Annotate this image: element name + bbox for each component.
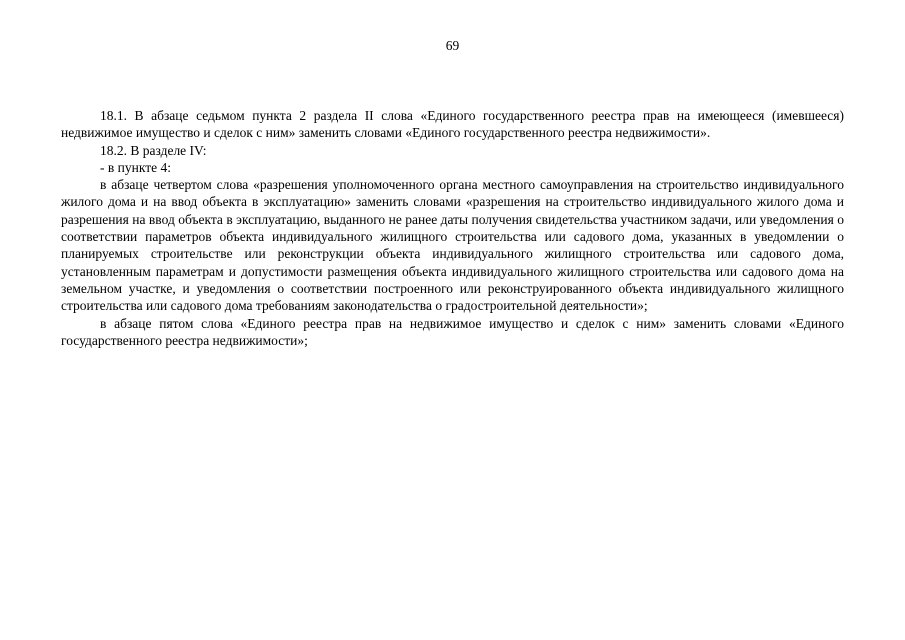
paragraph-18-2-heading: 18.2. В разделе IV: [100, 142, 207, 158]
paragraph-18-1: 18.1. В абзаце седьмом пункта 2 раздела II слова «Единого государственного реестра прав на имеющееся (имевшееся) недвижимое имущество и сделок с ним» заменить словами «Единого государственного реестра недвижимости». [61, 108, 844, 141]
paragraph-item-4: - в пункте 4: [100, 159, 171, 175]
paragraph-abzac-4: в абзаце четвертом слова «разрешения уполномоченного органа местного самоуправления на строительство индивидуального жилого дома и на ввод объекта в эксплуатацию» заменить словами «разрешения на строительство индивидуального жилого дома и разрешения на ввод объекта в эксплуатацию, выданного не ранее даты получения свидетельства участником задачи, или уведомления о соответствии параметров объекта индивидуального жилищного строительства или садового дома, указанных в уведомлении о планируемых строительстве или реконструкции объекта индивидуального жилищного строительства или садового дома, установленным параметрам и допустимости размещения объекта индивидуального жилищного строительства или садового дома на земельном участке, и уведомления о соответствии построенного или реконструированного объекта индивидуального жилищного строительства или садового дома требованиям законодательства о градостроительной деятельности»; [61, 177, 844, 314]
paragraph-abzac-5: в абзаце пятом слова «Единого реестра прав на недвижимое имущество и сделок с ним» заменить словами «Единого государственного реестра недвижимости»; [61, 315, 844, 348]
page-number: 69 [445, 38, 460, 53]
document-body [61, 107, 844, 349]
